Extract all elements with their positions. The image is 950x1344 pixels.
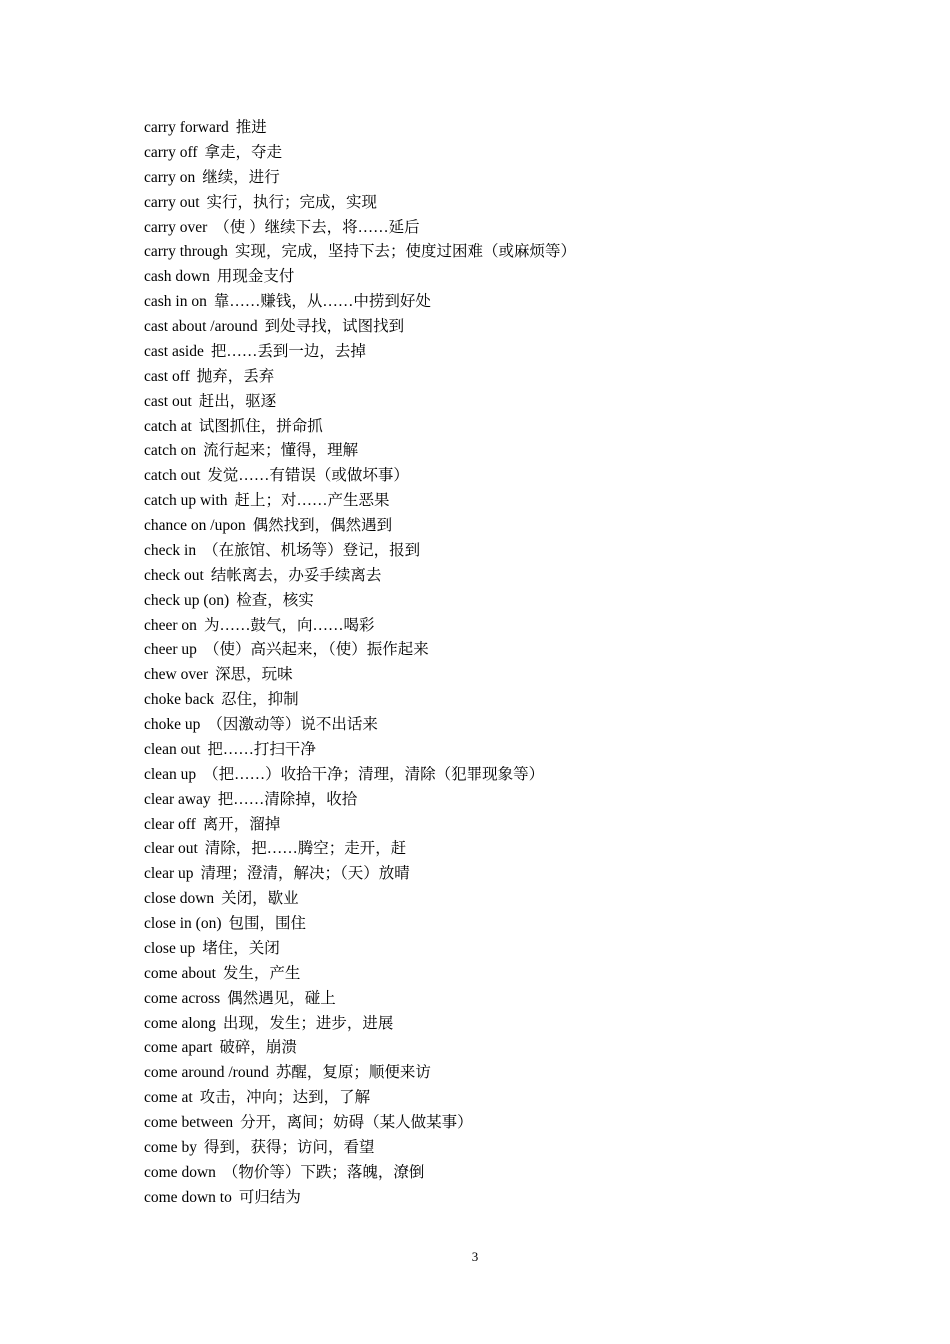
- phrase-term: carry forward: [144, 119, 229, 136]
- phrase-term: cast off: [144, 367, 190, 385]
- phrase-meaning: 到处寻找，试图找到: [264, 318, 405, 335]
- list-item: [144, 116, 576, 141]
- phrase-meaning: 可归结为: [238, 1188, 301, 1206]
- phrase-term: check up (on): [144, 591, 230, 609]
- phrase-meaning: 深思，玩味: [215, 666, 293, 684]
- phrase-meaning: 攻击，冲向；达到，了解: [199, 1089, 371, 1107]
- phrase-meaning: （使）高兴起来，（使）振作起来: [203, 641, 429, 659]
- list-item: [144, 1036, 576, 1061]
- list-item: [144, 390, 576, 415]
- phrase-meaning: 为……鼓气，向……喝彩: [203, 616, 375, 634]
- phrase-term: clear off: [144, 815, 196, 833]
- phrase-term: carry out: [144, 193, 200, 211]
- list-item: [144, 340, 576, 365]
- list-item: [144, 216, 576, 241]
- phrase-meaning: 把……丢到一边，去掉: [210, 342, 366, 360]
- phrase-term: come between: [144, 1114, 234, 1131]
- phrase-term: come by: [144, 1138, 197, 1156]
- list-item: [144, 987, 576, 1012]
- phrase-term: close up: [144, 939, 196, 957]
- list-item: [144, 688, 576, 713]
- phrase-term: come around /round: [144, 1064, 269, 1082]
- list-item: [144, 315, 576, 340]
- phrase-meaning: 把……打扫干净: [207, 740, 316, 758]
- phrase-meaning: 试图抓住，拼命抓: [198, 417, 323, 435]
- list-item: [144, 191, 576, 216]
- phrase-term: chance on /upon: [144, 517, 246, 534]
- phrase-term: cash in on: [144, 293, 207, 311]
- phrase-meaning: 赶上；对……产生恶果: [234, 492, 390, 510]
- list-item: [144, 1136, 576, 1161]
- phrase-term: cheer on: [144, 616, 197, 634]
- phrase-term: catch up with: [144, 492, 228, 510]
- phrase-term: carry off: [144, 143, 198, 161]
- phrase-term: clean out: [144, 740, 201, 758]
- list-item: [144, 290, 576, 315]
- phrase-meaning: 用现金支付: [216, 268, 295, 286]
- phrase-term: catch on: [144, 442, 197, 460]
- list-item: [144, 638, 576, 663]
- phrase-meaning: 得到，获得；访问，看望: [203, 1138, 375, 1156]
- phrase-meaning: 赶出，驱逐: [198, 392, 277, 410]
- phrase-meaning: 发生，产生: [222, 964, 301, 982]
- phrase-term: cash down: [144, 268, 210, 286]
- phrase-meaning: 流行起来；懂得，理解: [203, 442, 359, 460]
- phrase-term: close down: [144, 890, 215, 908]
- phrase-meaning: 抛弃，丢弃: [196, 367, 275, 385]
- list-item: [144, 1086, 576, 1111]
- phrase-term: cast about /around: [144, 318, 258, 335]
- phrase-meaning: （使 ）继续下去，将……延后: [214, 218, 420, 236]
- phrase-term: check out: [144, 566, 204, 584]
- phrase-meaning: 忍住，抑制: [221, 691, 299, 709]
- page-number: 3: [471, 1249, 479, 1264]
- phrase-meaning: 检查，核实: [236, 591, 314, 609]
- list-item: [144, 415, 576, 440]
- phrase-term: cast aside: [144, 342, 204, 360]
- phrase-meaning: 结帐离去，办妥手续离去: [210, 566, 382, 584]
- phrase-term: carry on: [144, 168, 196, 186]
- phrase-term: close in (on): [144, 915, 222, 932]
- list-item: [144, 663, 576, 688]
- list-item: [144, 713, 576, 738]
- phrase-term: check in: [144, 541, 197, 559]
- phrase-meaning: （把……）收拾干净；清理，清除（犯罪现象等）: [203, 765, 545, 783]
- list-item: [144, 166, 576, 191]
- phrase-meaning: 出现，发生；进步，进展: [222, 1014, 394, 1032]
- list-item: [144, 813, 576, 838]
- phrase-meaning: 包围，围住: [228, 915, 306, 932]
- phrase-term: come across: [144, 989, 221, 1007]
- phrase-term: catch out: [144, 467, 201, 485]
- phrase-meaning: 偶然遇见，碰上: [227, 989, 336, 1007]
- list-item: [144, 489, 576, 514]
- list-item: [144, 763, 576, 788]
- list-item: [144, 788, 576, 813]
- list-item: [144, 614, 576, 639]
- phrase-term: come at: [144, 1089, 193, 1107]
- phrase-meaning: 拿走，夺走: [204, 143, 283, 161]
- phrase-term: come along: [144, 1014, 216, 1032]
- phrase-term: clean up: [144, 765, 197, 783]
- phrase-meaning: 清除，把……腾空；走开，赶: [204, 840, 407, 858]
- phrase-term: clear up: [144, 865, 194, 883]
- phrase-term: cast out: [144, 392, 192, 410]
- phrase-term: come about: [144, 964, 216, 982]
- phrase-term: carry through: [144, 243, 228, 261]
- phrase-meaning: 偶然找到，偶然遇到: [252, 517, 393, 534]
- list-item: [144, 514, 576, 539]
- phrase-term: choke back: [144, 691, 215, 709]
- list-item: [144, 589, 576, 614]
- list-item: [144, 862, 576, 887]
- list-item: [144, 265, 576, 290]
- phrase-meaning: 离开，溜掉: [202, 815, 281, 833]
- phrase-term: chew over: [144, 666, 209, 684]
- list-item: [144, 439, 576, 464]
- phrase-term: clear out: [144, 840, 198, 858]
- phrase-meaning: 苏醒，复原；顺便来访: [275, 1064, 431, 1082]
- list-item: [144, 1061, 576, 1086]
- list-item: [144, 1186, 576, 1211]
- phrase-meaning: 靠……赚钱，从……中捞到好处: [213, 293, 431, 311]
- phrase-meaning: 推进: [235, 119, 267, 136]
- list-item: [144, 141, 576, 166]
- phrase-term: come down to: [144, 1188, 232, 1206]
- phrase-term: come apart: [144, 1039, 213, 1057]
- phrase-meaning: 堵住，关闭: [202, 939, 280, 957]
- list-item: [144, 365, 576, 390]
- list-item: [144, 887, 576, 912]
- list-item: [144, 962, 576, 987]
- phrase-meaning: 发觉……有错误（或做坏事）: [207, 467, 409, 485]
- list-item: [144, 240, 576, 265]
- list-item: [144, 464, 576, 489]
- phrase-meaning: 清理；澄清，解决；（天）放晴: [200, 865, 410, 883]
- list-item: [144, 837, 576, 862]
- phrase-term: clear away: [144, 790, 211, 808]
- list-item: [144, 1012, 576, 1037]
- phrase-meaning: （物价等）下跌；落魄，潦倒: [222, 1163, 425, 1181]
- phrase-meaning: 关闭，歇业: [221, 890, 299, 908]
- phrase-meaning: 分开，离间；妨碍（某人做某事）: [240, 1114, 473, 1131]
- phrase-list: [144, 116, 576, 1211]
- list-item: [144, 738, 576, 763]
- list-item: [144, 1111, 576, 1136]
- list-item: [144, 539, 576, 564]
- phrase-term: cheer up: [144, 641, 197, 659]
- phrase-term: catch at: [144, 417, 192, 435]
- phrase-meaning: 把……清除掉，收拾: [217, 790, 358, 808]
- phrase-meaning: 实行，执行；完成，实现: [206, 193, 378, 211]
- list-item: [144, 937, 576, 962]
- phrase-term: carry over: [144, 218, 208, 236]
- phrase-meaning: 继续，进行: [202, 168, 280, 186]
- phrase-meaning: （因激动等）说不出话来: [207, 716, 378, 733]
- list-item: [144, 1161, 576, 1186]
- phrase-meaning: 破碎，崩溃: [219, 1039, 297, 1057]
- phrase-term: choke up: [144, 716, 201, 733]
- list-item: [144, 912, 576, 937]
- phrase-meaning: （在旅馆、机场等）登记，报到: [203, 541, 421, 559]
- phrase-meaning: 实现，完成，坚持下去；使度过困难（或麻烦等）: [234, 243, 576, 261]
- phrase-term: come down: [144, 1163, 216, 1181]
- list-item: [144, 564, 576, 589]
